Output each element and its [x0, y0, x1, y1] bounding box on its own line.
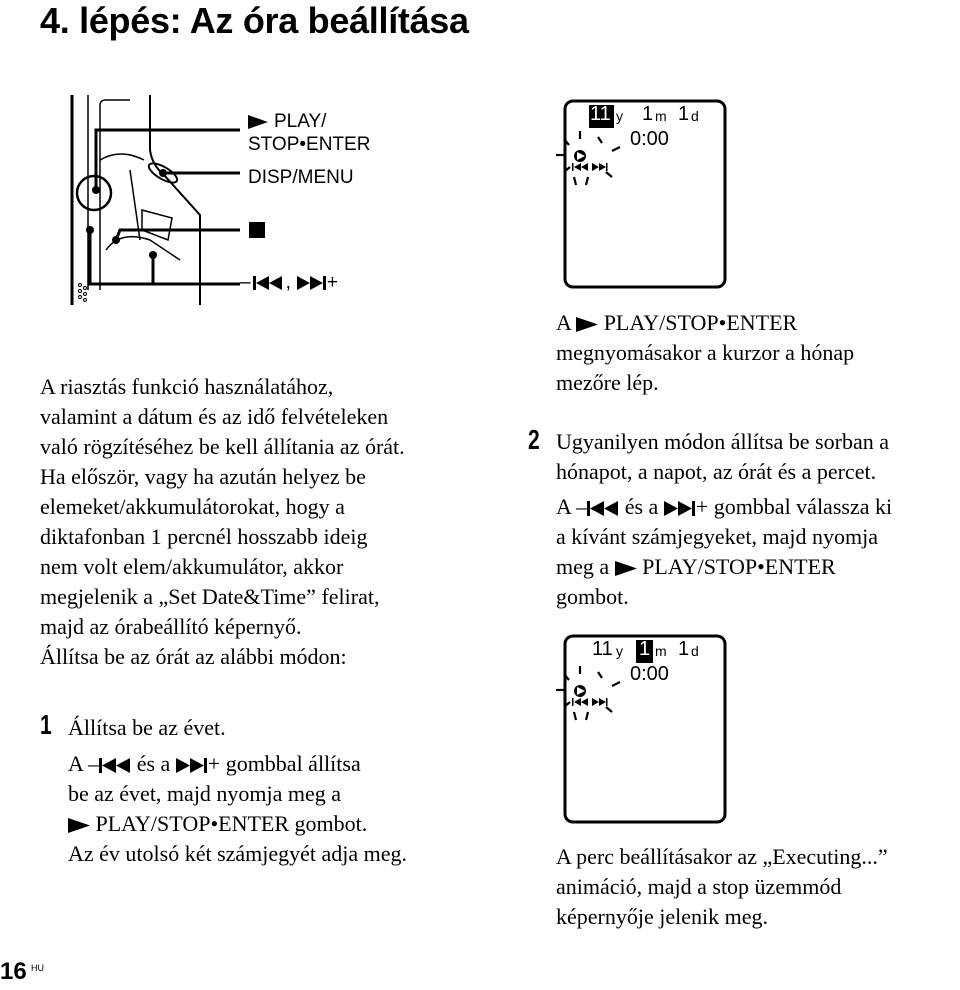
- step-1-heading: Állítsa be az évet.: [68, 715, 226, 740]
- fast-forward-icon: [297, 276, 327, 290]
- intro-line: Állítsa be az órát az alábbi módon:: [40, 644, 347, 669]
- intro-line: Ha először, vagy ha azután helyez be: [40, 464, 366, 489]
- play-label: PLAY/: [248, 110, 326, 134]
- intro-line: A riasztás funkció használatához,: [40, 374, 334, 399]
- step-2-body: [556, 427, 892, 612]
- intro-line: diktafonban 1 percnél hosszabb ideig: [40, 524, 368, 549]
- final-note: [556, 842, 888, 932]
- lcd-time-value: 0:00: [630, 663, 669, 685]
- continuation-line: megnyomásakor a kurzor a hónap: [556, 340, 855, 365]
- page-title: 4. lépés: Az óra beállítása: [40, 0, 469, 41]
- stop-enter-label: STOP•ENTER: [248, 134, 371, 155]
- intro-text: [40, 372, 405, 672]
- play-icon: [615, 561, 637, 576]
- step-2-number: 2: [528, 424, 540, 455]
- step-1-body: [68, 749, 407, 869]
- fast-forward-icon: [176, 758, 208, 773]
- intro-line: megjelenik a „Set Date&Time” felirat,: [40, 584, 380, 609]
- continuation-line: A PLAY/STOP•ENTER: [556, 310, 798, 335]
- intro-line: elemeket/akkumulátorokat, hogy a: [40, 494, 345, 519]
- step-1-number: 1: [40, 709, 52, 740]
- lcd-display-month: [550, 630, 730, 825]
- lcd-day-value: 1: [678, 103, 690, 125]
- lcd-time-value: 0:00: [630, 128, 669, 150]
- step-2-line: a kívánt számjegyeket, majd nyomja: [556, 524, 878, 549]
- step-1-continuation: [556, 308, 854, 398]
- lcd-year-unit: y: [616, 108, 623, 124]
- lcd-display-year: [550, 95, 730, 290]
- lcd-month-unit: m: [655, 643, 667, 659]
- final-line: animáció, majd a stop üzemmód: [556, 874, 842, 899]
- intro-line: valamint a dátum és az idő felvételeken: [40, 404, 389, 429]
- play-icon: [576, 317, 598, 332]
- lcd-year-value: 11: [592, 638, 613, 660]
- lcd-year-value: 11: [590, 103, 611, 125]
- continuation-line: mezőre lép.: [556, 370, 659, 395]
- rewind-icon: [253, 276, 283, 290]
- lcd-day-unit: d: [691, 108, 699, 124]
- step-2-line: hónapot, a napot, az órát és a percet.: [556, 459, 877, 484]
- step-1-line: be az évet, majd nyomja meg a: [68, 781, 342, 806]
- rewind-icon: [99, 758, 131, 773]
- final-line: A perc beállításakor az „Executing...”: [556, 844, 888, 869]
- play-icon: [248, 115, 268, 129]
- step-2-line: Ugyanilyen módon állítsa be sorban a: [556, 429, 889, 454]
- step-1-line: A – és a + gombbal állítsa: [68, 751, 361, 776]
- lcd-day-unit: d: [691, 643, 699, 659]
- lcd-month-value: 1: [642, 103, 654, 125]
- page-number: 16: [0, 958, 27, 985]
- rewind-ff-label: – , +: [240, 272, 338, 293]
- intro-line: majd az órabeállító képernyő.: [40, 614, 302, 639]
- final-line: képernyője jelenik meg.: [556, 904, 768, 929]
- rewind-icon: [587, 501, 619, 516]
- lcd-year-unit: y: [616, 643, 623, 659]
- disp-menu-label: DISP/MENU: [248, 167, 354, 188]
- play-icon: [68, 818, 90, 833]
- intro-line: való rögzítéséhez be kell állítania az órát.: [40, 434, 405, 459]
- step-2-line: meg a PLAY/STOP•ENTER: [556, 554, 836, 579]
- step-1-line: PLAY/STOP•ENTER gombot.: [68, 809, 407, 839]
- lcd-frame: [550, 95, 730, 290]
- step-2-line: gombot.: [556, 584, 629, 609]
- step-1-line: Az év utolsó két számjegyét adja meg.: [68, 841, 408, 866]
- step-2-line: A – és a + gombbal válassza ki: [556, 494, 893, 519]
- language-code: HU: [31, 963, 44, 973]
- stop-square-icon: [249, 222, 265, 238]
- fast-forward-icon: [664, 501, 696, 516]
- intro-line: nem volt elem/akkumulátor, akkor: [40, 554, 344, 579]
- lcd-month-value: 1: [639, 638, 651, 660]
- lcd-month-unit: m: [655, 108, 667, 124]
- lcd-day-value: 1: [678, 638, 690, 660]
